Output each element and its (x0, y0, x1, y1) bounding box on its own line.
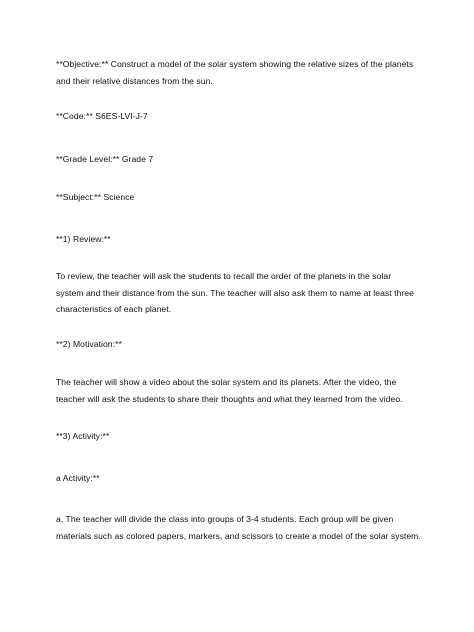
activity-paragraph: a. The teacher will divide the class into groups of 3-4 students. Each group will be given materials such as colored papers, markers, and scissors to create a model of the solar system. (56, 514, 421, 541)
activity-subheading: a Activity:** (56, 473, 100, 483)
subject-line: **Subject:** Science (56, 192, 135, 202)
objective-paragraph: **Objective:** Construct a model of the solar system showing the relative sizes of the planets and their relative distances from the sun. (56, 59, 414, 86)
code-line: **Code:** S6ES-LVI-J-7 (56, 111, 148, 121)
motivation-heading: **2) Motivation:** (56, 339, 122, 349)
review-heading: **1) Review:** (56, 234, 111, 244)
grade-level-line: **Grade Level:** Grade 7 (56, 154, 154, 164)
review-paragraph: To review, the teacher will ask the students to recall the order of the planets in the solar system and their distance from the sun. The teacher will also ask them to name at least three characteristics of each planet. (56, 271, 414, 314)
activity-heading: **3) Activity:** (56, 431, 110, 441)
motivation-paragraph: The teacher will show a video about the solar system and its planets. After the video, the teacher will ask the students to share their thoughts and what they learned from the video. (56, 377, 403, 404)
